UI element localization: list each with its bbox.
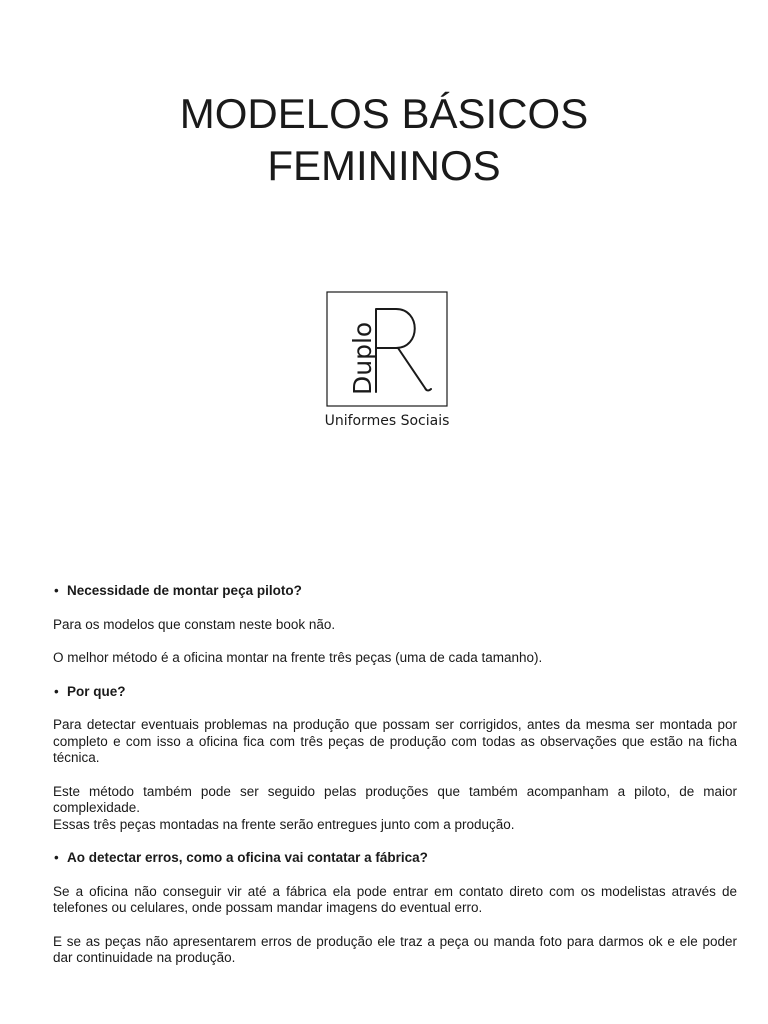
question-pilot-piece: • Necessidade de montar peça piloto? xyxy=(53,583,737,600)
question-detect-errors: • Ao detectar erros, como a oficina vai contatar a fábrica? xyxy=(53,850,737,867)
paragraph: Para detectar eventuais problemas na produção que possam ser corrigidos, antes da mesma ser montada por completo e com isso a oficina fica com três peças de produção com todas as observações que estão na ficha técnica. xyxy=(53,717,737,765)
page-title-line-2: FEMININOS xyxy=(267,142,501,189)
logo-r-letter xyxy=(376,309,431,392)
paragraph: Este método também pode ser seguido pelas produções que também acompanham a piloto, de maior complexidade. xyxy=(53,783,737,815)
duplo-r-logo xyxy=(326,291,448,407)
paragraph: Para os modelos que constam neste book não. xyxy=(53,616,336,632)
paragraph: Essas três peças montadas na frente serão entregues junto com a produção. xyxy=(53,816,515,832)
page-title-line-1: MODELOS BÁSICOS xyxy=(179,90,589,137)
logo-brand-vertical: Duplo xyxy=(348,321,377,395)
logo-caption: Uniformes Sociais xyxy=(324,413,450,429)
paragraph: O melhor método é a oficina montar na frente três peças (uma de cada tamanho). xyxy=(53,650,543,665)
page-title xyxy=(0,88,768,192)
paragraph: E se as peças não apresentarem erros de produção ele traz a peça ou manda foto para darmos ok e ele poder dar continuidade na produção. xyxy=(53,933,737,965)
document-body xyxy=(53,583,737,984)
paragraph: Se a oficina não conseguir vir até a fábrica ela pode entrar em contato direto com os modelistas através de telefones ou celulares, onde possam mandar imagens do eventual erro. xyxy=(53,883,737,915)
question-why: • Por que? xyxy=(53,684,737,701)
